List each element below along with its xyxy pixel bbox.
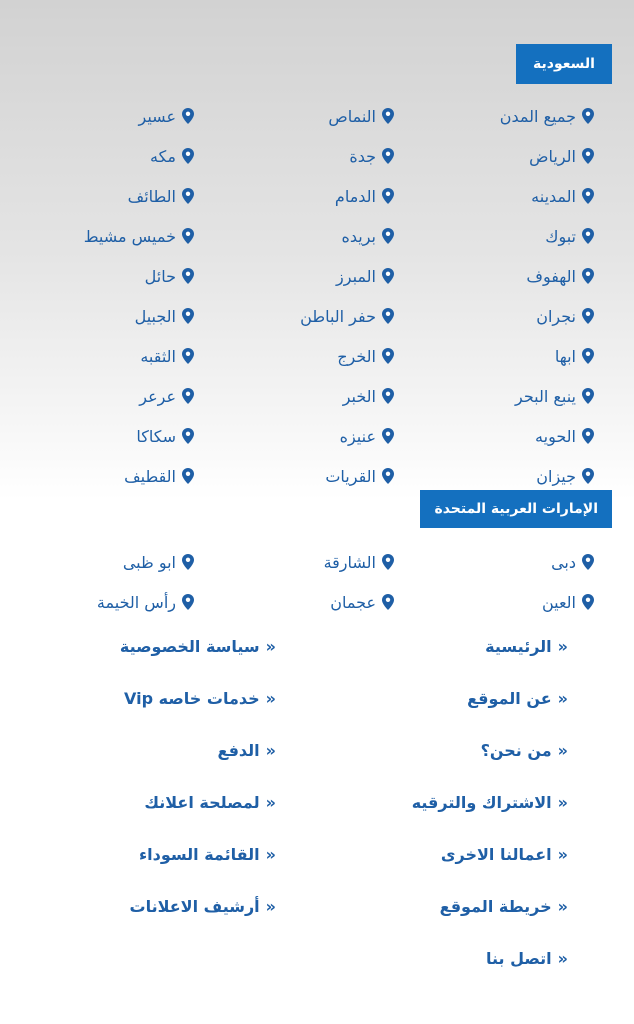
- footer-link[interactable]: [0, 828, 276, 880]
- city-label: جيزان: [536, 466, 576, 486]
- city-label: حائل: [144, 266, 176, 286]
- map-pin-icon: [382, 308, 394, 324]
- footer-link-label: اتصل بنا: [486, 948, 552, 968]
- city-label: المبرز: [336, 266, 376, 286]
- map-pin-icon: [182, 428, 194, 444]
- city-label: الطائف: [127, 186, 176, 206]
- map-pin-icon: [582, 188, 594, 204]
- map-pin-icon: [382, 108, 394, 124]
- map-pin-icon: [582, 348, 594, 364]
- city-link[interactable]: [194, 376, 394, 416]
- city-label: الشارقة: [323, 552, 376, 572]
- map-pin-icon: [582, 268, 594, 284]
- city-link[interactable]: [0, 376, 194, 416]
- map-pin-icon: [182, 188, 194, 204]
- map-pin-icon: [582, 554, 594, 570]
- map-pin-icon: [182, 388, 194, 404]
- uae-city-list: [0, 542, 634, 622]
- footer-link[interactable]: [276, 620, 568, 672]
- city-link[interactable]: [194, 136, 394, 176]
- city-link[interactable]: [394, 582, 594, 622]
- city-link[interactable]: [0, 256, 194, 296]
- footer-link[interactable]: [276, 828, 568, 880]
- city-link[interactable]: [394, 136, 594, 176]
- city-label: القطيف: [124, 466, 176, 486]
- map-pin-icon: [382, 388, 394, 404]
- map-pin-icon: [182, 308, 194, 324]
- double-chevron-left-icon: «: [557, 896, 568, 916]
- double-chevron-left-icon: «: [557, 792, 568, 812]
- double-chevron-left-icon: «: [265, 636, 276, 656]
- map-pin-icon: [582, 148, 594, 164]
- city-label: مكه: [150, 146, 176, 166]
- footer-link-label: من نحن؟: [480, 740, 552, 760]
- map-pin-icon: [182, 148, 194, 164]
- city-label: حفر الباطن: [300, 306, 376, 326]
- city-label: الثقبه: [140, 346, 176, 366]
- map-pin-icon: [582, 468, 594, 484]
- footer-links: [0, 620, 634, 984]
- map-pin-icon: [382, 188, 394, 204]
- map-pin-icon: [582, 388, 594, 404]
- city-link[interactable]: [394, 376, 594, 416]
- map-pin-icon: [382, 268, 394, 284]
- city-label: الحويه: [535, 426, 576, 446]
- map-pin-icon: [382, 468, 394, 484]
- city-link[interactable]: [394, 256, 594, 296]
- footer-link[interactable]: [0, 672, 276, 724]
- map-pin-icon: [182, 268, 194, 284]
- footer-link[interactable]: [276, 724, 568, 776]
- city-link[interactable]: [194, 176, 394, 216]
- map-pin-icon: [182, 554, 194, 570]
- footer-link-label: خدمات خاصه Vip: [124, 688, 260, 708]
- city-label: عرعر: [139, 386, 176, 406]
- city-link[interactable]: [0, 216, 194, 256]
- map-pin-icon: [582, 594, 594, 610]
- footer-link[interactable]: [0, 880, 276, 932]
- city-label: المدينه: [531, 186, 576, 206]
- city-link[interactable]: [394, 416, 594, 456]
- city-label: دبى: [551, 552, 576, 572]
- double-chevron-left-icon: «: [557, 740, 568, 760]
- city-label: نجران: [536, 306, 576, 326]
- city-link[interactable]: [0, 296, 194, 336]
- city-label: سكاكا: [136, 426, 176, 446]
- city-label: عنيزه: [339, 426, 376, 446]
- city-link[interactable]: [394, 336, 594, 376]
- city-label: الهفوف: [526, 266, 576, 286]
- footer-link-label: الاشتراك والترقيه: [411, 792, 552, 812]
- city-link[interactable]: [194, 256, 394, 296]
- city-link[interactable]: [194, 416, 394, 456]
- city-label: القريات: [325, 466, 376, 486]
- uae-section-title: الإمارات العربية المتحدة: [420, 490, 612, 528]
- map-pin-icon: [382, 554, 394, 570]
- footer-link[interactable]: [0, 620, 276, 672]
- city-label: العين: [541, 592, 576, 612]
- double-chevron-left-icon: «: [557, 844, 568, 864]
- city-label: جدة: [349, 146, 376, 166]
- city-link[interactable]: [394, 176, 594, 216]
- footer-link-label: أرشيف الاعلانات: [129, 896, 260, 916]
- city-link[interactable]: [0, 136, 194, 176]
- city-link[interactable]: [0, 176, 194, 216]
- footer-link-label: القائمة السوداء: [138, 844, 260, 864]
- map-pin-icon: [182, 594, 194, 610]
- double-chevron-left-icon: «: [265, 688, 276, 708]
- city-link[interactable]: [194, 216, 394, 256]
- city-link[interactable]: [0, 582, 194, 622]
- city-label: الخبر: [342, 386, 376, 406]
- city-link[interactable]: [394, 296, 594, 336]
- city-label: الجبيل: [134, 306, 176, 326]
- city-label: خميس مشيط: [83, 226, 176, 246]
- double-chevron-left-icon: «: [557, 636, 568, 656]
- footer-link[interactable]: [276, 776, 568, 828]
- city-link[interactable]: [194, 336, 394, 376]
- map-pin-icon: [582, 308, 594, 324]
- map-pin-icon: [382, 428, 394, 444]
- city-link[interactable]: [194, 296, 394, 336]
- city-label: عسير: [138, 106, 176, 126]
- map-pin-icon: [182, 348, 194, 364]
- footer-link-label: الرئيسية: [485, 636, 552, 656]
- city-link[interactable]: [0, 96, 194, 136]
- map-pin-icon: [182, 108, 194, 124]
- footer-link-label: اعمالنا الاخرى: [440, 844, 552, 864]
- city-link[interactable]: [194, 96, 394, 136]
- footer-link-label: خريطة الموقع: [439, 896, 552, 916]
- double-chevron-left-icon: «: [557, 688, 568, 708]
- map-pin-icon: [382, 228, 394, 244]
- double-chevron-left-icon: «: [265, 896, 276, 916]
- city-link[interactable]: [0, 542, 194, 582]
- saudi-city-list: [0, 96, 634, 496]
- city-link[interactable]: [194, 456, 394, 496]
- footer-link[interactable]: [276, 672, 568, 724]
- city-link[interactable]: [394, 216, 594, 256]
- city-link[interactable]: [0, 456, 194, 496]
- double-chevron-left-icon: «: [265, 844, 276, 864]
- footer-link[interactable]: [0, 776, 276, 828]
- city-label: رأس الخيمة: [96, 592, 176, 612]
- map-pin-icon: [382, 348, 394, 364]
- city-label: جميع المدن: [499, 106, 576, 126]
- map-pin-icon: [582, 428, 594, 444]
- city-link[interactable]: [0, 336, 194, 376]
- map-pin-icon: [582, 108, 594, 124]
- map-pin-icon: [382, 148, 394, 164]
- city-link[interactable]: [0, 416, 194, 456]
- city-label: بريده: [341, 226, 376, 246]
- footer-link-label: عن الموقع: [467, 688, 552, 708]
- footer-link[interactable]: [276, 932, 568, 984]
- footer-link[interactable]: [276, 880, 568, 932]
- city-link[interactable]: [394, 96, 594, 136]
- city-link[interactable]: [194, 542, 394, 582]
- city-label: عجمان: [330, 592, 376, 612]
- city-label: تبوك: [545, 226, 576, 246]
- map-pin-icon: [582, 228, 594, 244]
- footer-link-label: سياسة الخصوصية: [119, 636, 260, 656]
- city-label: الرياض: [529, 146, 576, 166]
- footer-link-label: لمصلحة اعلانك: [144, 792, 260, 812]
- map-pin-icon: [182, 228, 194, 244]
- city-label: ابو ظبى: [122, 552, 176, 572]
- city-link[interactable]: [394, 542, 594, 582]
- double-chevron-left-icon: «: [265, 740, 276, 760]
- footer-link-label: الدفع: [217, 740, 260, 760]
- map-pin-icon: [382, 594, 394, 610]
- city-label: ينبع البحر: [514, 386, 576, 406]
- city-label: ابها: [554, 346, 576, 366]
- city-label: الدمام: [334, 186, 376, 206]
- city-label: النماص: [328, 106, 376, 126]
- saudi-section-title: السعودية: [516, 44, 612, 84]
- footer-link[interactable]: [0, 724, 276, 776]
- city-label: الخرج: [337, 346, 376, 366]
- double-chevron-left-icon: «: [557, 948, 568, 968]
- double-chevron-left-icon: «: [265, 792, 276, 812]
- city-link[interactable]: [194, 582, 394, 622]
- map-pin-icon: [182, 468, 194, 484]
